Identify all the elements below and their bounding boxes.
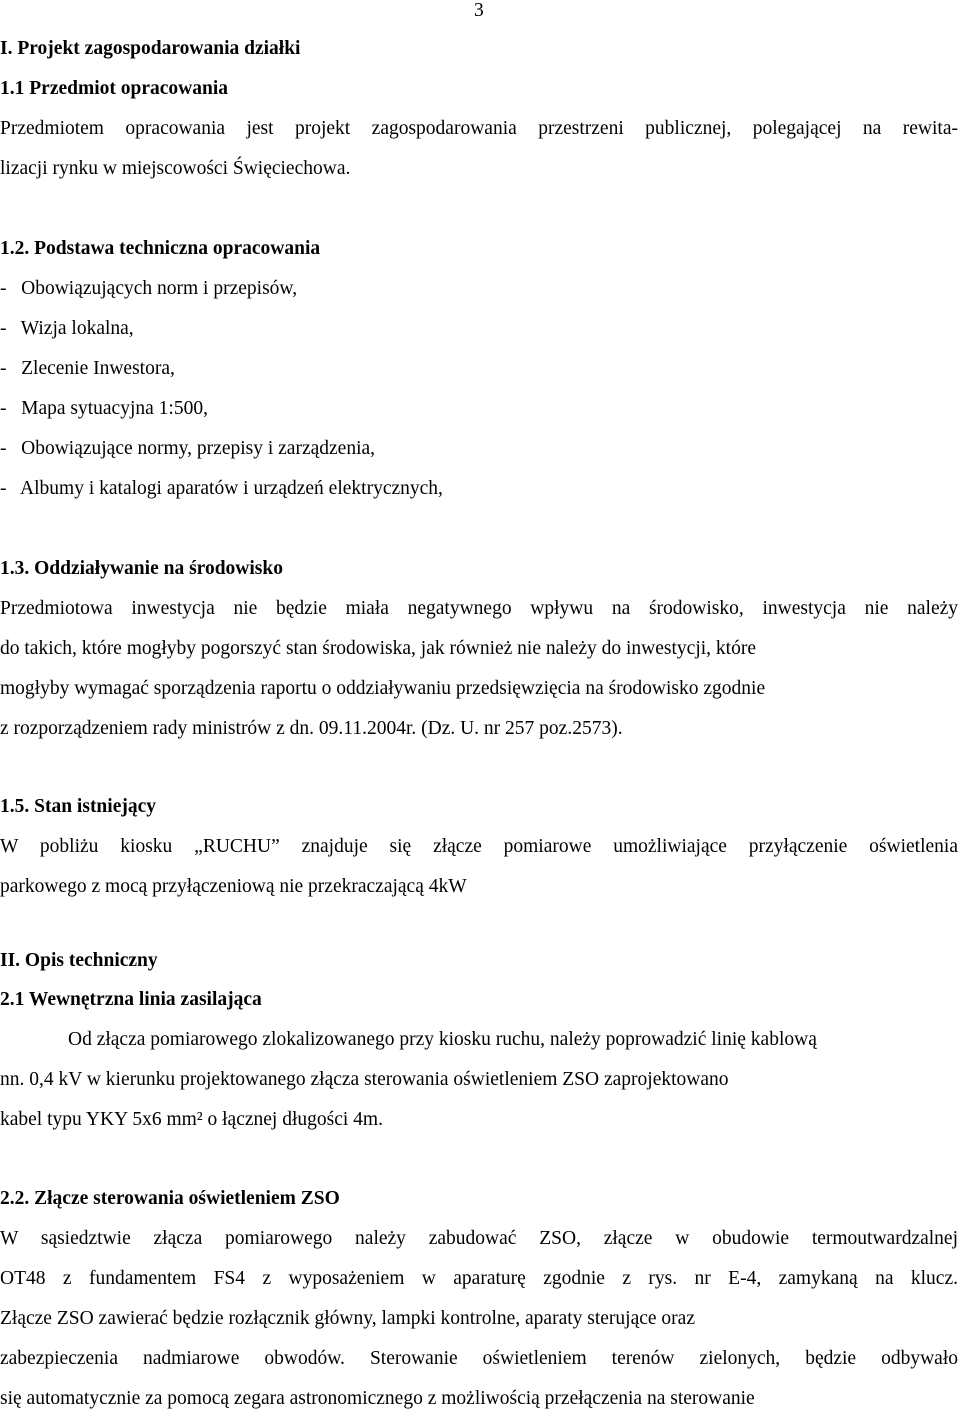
list-item: - Obowiązujących norm i przepisów, [0,278,298,299]
paragraph-line: lizacji rynku w miejscowości Święciechowa. [0,158,351,179]
subsection-1-2-heading: 1.2. Podstawa techniczna opracowania [0,238,321,259]
paragraph-line: z rozporządzeniem rady ministrów z dn. 09.11.2004r. (Dz. U. nr 257 poz.2573). [0,718,623,739]
section-2-title: II. Opis techniczny [0,950,158,971]
paragraph-line: do takich, które mogłyby pogorszyć stan środowiska, jak również nie należy do inwestycji, które [0,638,756,659]
paragraph-line: W sąsiedztwie złącza pomiarowego należy zabudować ZSO, złącze w obudowie termoutwardzalnej [0,1228,958,1249]
paragraph-line: kabel typu YKY 5x6 mm² o łącznej długości 4m. [0,1109,383,1130]
paragraph-line: W pobliżu kiosku „RUCHU” znajduje się złącze pomiarowe umożliwiające przyłączenie oświetlenia [0,836,958,857]
subsection-1-5-heading: 1.5. Stan istniejący [0,796,156,817]
paragraph-line: mogłyby wymagać sporządzenia raportu o oddziaływaniu przedsięwzięcia na środowisko zgodnie [0,678,766,699]
section-1-title: I. Projekt zagospodarowania działki [0,38,301,59]
paragraph-line: Przedmiotem opracowania jest projekt zagospodarowania przestrzeni publicznej, polegającej na rewita- [0,118,958,139]
list-item: - Mapa sytuacyjna 1:500, [0,398,208,419]
subsection-1-1-heading: 1.1 Przedmiot opracowania [0,78,229,99]
subsection-1-3-heading: 1.3. Oddziaływanie na środowisko [0,558,283,579]
list-item: - Wizja lokalna, [0,318,134,339]
paragraph-line: OT48 z fundamentem FS4 z wyposażeniem w aparaturę zgodnie z rys. nr E-4, zamykaną na klucz. [0,1268,958,1289]
paragraph-line: się automatycznie za pomocą zegara astronomicznego z możliwością przełączenia na sterowanie [0,1388,755,1409]
paragraph-line: parkowego z mocą przyłączeniową nie przekraczającą 4kW [0,876,467,897]
list-item: - Obowiązujące normy, przepisy i zarządzenia, [0,438,376,459]
list-item: - Albumy i katalogi aparatów i urządzeń elektrycznych, [0,478,443,499]
paragraph-line: zabezpieczenia nadmiarowe obwodów. Sterowanie oświetleniem terenów zielonych, będzie odbywało [0,1348,958,1369]
subsection-2-1-heading: 2.1 Wewnętrzna linia zasilająca [0,989,262,1010]
list-item: - Zlecenie Inwestora, [0,358,175,379]
paragraph-line: nn. 0,4 kV w kierunku projektowanego złącza sterowania oświetleniem ZSO zaprojektowano [0,1069,729,1090]
paragraph-line: Od złącza pomiarowego zlokalizowanego przy kiosku ruchu, należy poprowadzić linię kablową [68,1029,817,1050]
page-number: 3 [474,0,484,21]
paragraph-line: Przedmiotowa inwestycja nie będzie miała negatywnego wpływu na środowisko, inwestycja nie należy [0,598,958,619]
subsection-2-2-heading: 2.2. Złącze sterowania oświetleniem ZSO [0,1188,340,1209]
paragraph-line: Złącze ZSO zawierać będzie rozłącznik główny, lampki kontrolne, aparaty sterujące oraz [0,1308,695,1329]
